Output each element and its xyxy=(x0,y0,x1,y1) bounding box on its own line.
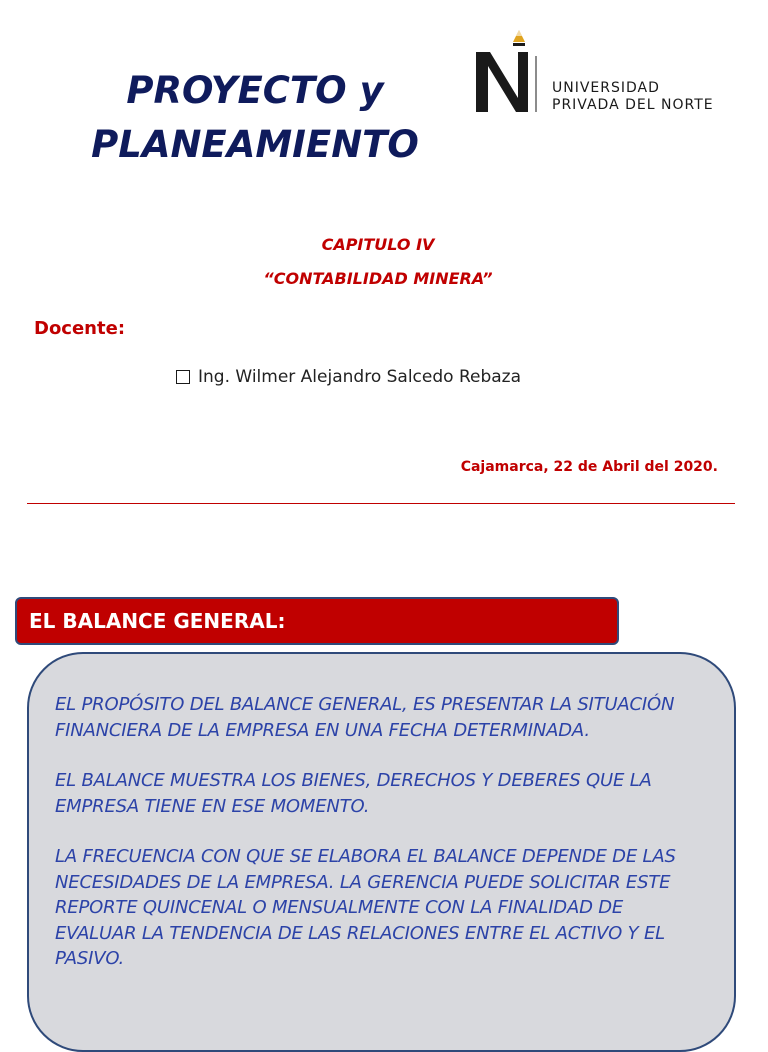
paragraph-2: EL BALANCE MUESTRA LOS BIENES, DERECHOS Y DEBERES QUE LA EMPRESA TIENE EN ESE MOMENTO. xyxy=(55,770,652,817)
university-name xyxy=(552,80,714,114)
content-box xyxy=(27,652,736,1052)
paragraph-1: EL PROPÓSITO DEL BALANCE GENERAL, ES PRESENTAR LA SITUACIÓN FINANCIERA DE LA EMPRESA EN UNA FECHA DETERMINADA. xyxy=(55,694,675,741)
paragraph-3: LA FRECUENCIA CON QUE SE ELABORA EL BALANCE DEPENDE DE LAS NECESIDADES DE LA EMPRESA. LA GERENCIA PUEDE SOLICITAR ESTE REPORTE QUINCENAL O MENSUALMENTE CON LA FINALIDAD DE EVALUAR LA TENDENCIA DE LAS RELACIONES ENTRE EL ACTIVO Y EL PASIVO. xyxy=(55,846,676,969)
university-logo xyxy=(472,26,762,118)
university-name-line-1: UNIVERSIDAD xyxy=(552,80,660,96)
docente-label: Docente: xyxy=(34,318,126,339)
chapter-heading xyxy=(0,228,756,296)
checkbox-bullet-icon xyxy=(176,370,190,384)
section-header-label: EL BALANCE GENERAL: xyxy=(29,609,286,633)
page-title xyxy=(60,64,450,172)
university-name-line-2: PRIVADA DEL NORTE xyxy=(552,97,714,113)
title-line-2: PLANEAMIENTO xyxy=(91,123,419,166)
chapter-title: “CONTABILIDAD MINERA” xyxy=(263,269,493,288)
date-line: Cajamarca, 22 de Abril del 2020. xyxy=(460,459,718,475)
chapter-number: CAPITULO IV xyxy=(321,235,435,254)
university-logo-mark-icon xyxy=(472,26,552,118)
docente-name: Ing. Wilmer Alejandro Salcedo Rebaza xyxy=(198,367,522,387)
title-line-1: PROYECTO y xyxy=(126,69,384,112)
docente-list-item xyxy=(176,367,521,387)
section-header xyxy=(15,597,619,645)
divider xyxy=(27,503,735,504)
